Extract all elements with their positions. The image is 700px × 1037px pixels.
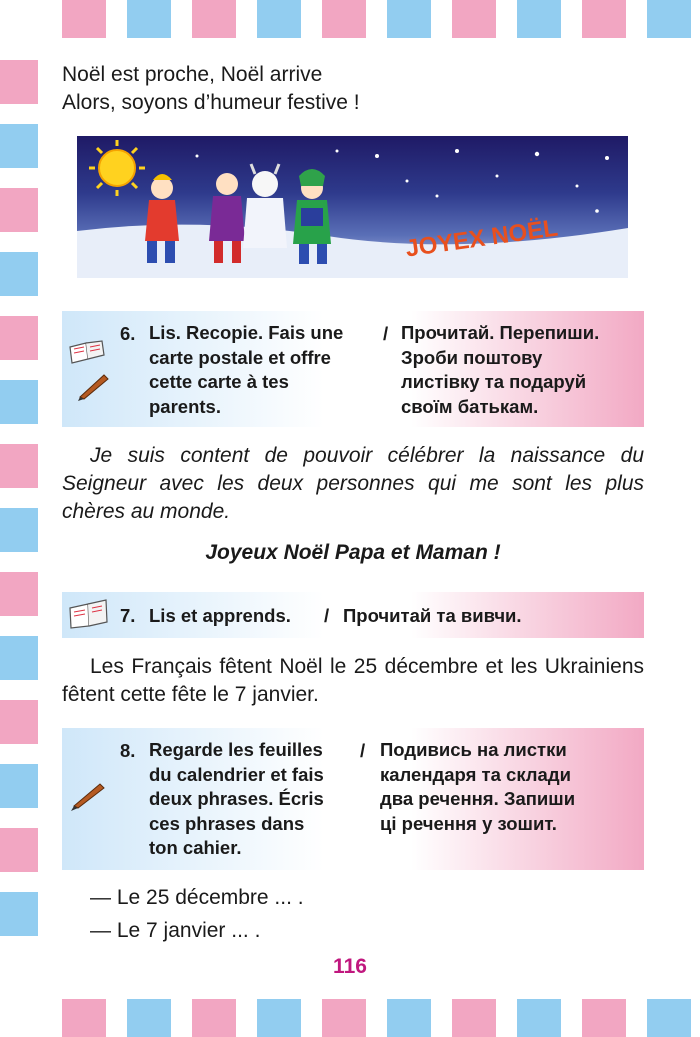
task-6-fr-line: carte postale et offre: [149, 346, 331, 368]
border-square: [0, 60, 38, 104]
border-square: [0, 700, 38, 744]
border-square: [322, 999, 366, 1037]
intro-line-2: Alors, soyons d’humeur festive !: [62, 91, 360, 114]
border-square: [452, 999, 496, 1037]
task-6-fr-line: parents.: [149, 395, 221, 417]
task-8-box: [62, 728, 644, 870]
task-6-uk-line: листівку та подаруй: [401, 371, 587, 392]
task-8-uk-line: два речення. Запиши: [380, 788, 576, 809]
border-square: [0, 444, 38, 488]
task-7-ukrainian: Прочитай та вивчи.: [343, 605, 522, 626]
border-square: [0, 636, 38, 680]
border-square: [0, 764, 38, 808]
border-square: [0, 316, 38, 360]
task-6-uk-line: своїм батькам.: [401, 395, 539, 417]
task-8-fr-line: Regarde les feuilles: [149, 739, 323, 760]
letter-paragraph: Je suis content de pouvoir célébrer la naissance du Seigneur avec les deux personnes qui me sont les plus chères au monde.: [62, 444, 644, 523]
border-square: [0, 828, 38, 872]
top-border: [0, 0, 700, 40]
task-6-slash: /: [383, 323, 389, 344]
border-square: [0, 572, 38, 616]
border-square: [127, 999, 171, 1037]
border-square: [0, 508, 38, 552]
task-8-ukrainian: [380, 738, 575, 836]
border-square: [257, 0, 301, 38]
border-square: [62, 999, 106, 1037]
border-square: [387, 0, 431, 38]
border-square: [192, 999, 236, 1037]
exercise-line-1: — Le 25 décembre ... .: [90, 886, 304, 909]
task-8-uk-line: ці речення у зошит.: [380, 812, 557, 834]
task-6-uk-line: Зроби поштову: [401, 346, 543, 368]
task-8-fr-line: du calendrier et fais: [149, 763, 324, 785]
border-square: [517, 999, 561, 1037]
border-square: [387, 999, 431, 1037]
task-8-slash: /: [360, 740, 366, 761]
pen-icon: [68, 778, 108, 812]
task-6-fr-line: Lis. Recopie. Fais une: [149, 322, 344, 343]
bottom-border: [0, 997, 700, 1037]
exercise-line-2: — Le 7 janvier ... .: [90, 919, 261, 942]
border-square: [127, 0, 171, 38]
sun-icon: [89, 140, 145, 196]
page-number: 116: [333, 955, 367, 978]
task-8-fr-line: deux phrases. Écris: [149, 788, 324, 809]
border-square: [322, 0, 366, 38]
border-square: [647, 999, 691, 1037]
border-square: [647, 0, 691, 38]
border-square: [0, 124, 38, 168]
christmas-banner: [77, 136, 628, 278]
border-square: [582, 999, 626, 1037]
task-6-uk-line: Прочитай. Перепиши.: [401, 322, 600, 343]
book-icon: [68, 598, 110, 632]
task-8-fr-line: ces phrases dans: [149, 812, 305, 834]
task-7-number: 7.: [120, 605, 136, 626]
border-square: [0, 252, 38, 296]
task-8-uk-line: календаря та склади: [380, 763, 571, 785]
banner-illustration: [77, 136, 628, 278]
task-8-uk-line: Подивись на листки: [380, 739, 567, 760]
info-paragraph: Les Français fêtent Noël le 25 décembre et les Ukrainiens fêtent cette fête le 7 janvier.: [62, 655, 644, 706]
intro-line-1: Noël est proche, Noël arrive: [62, 63, 323, 86]
border-square: [0, 188, 38, 232]
border-square: [192, 0, 236, 38]
border-square: [517, 0, 561, 38]
border-square: [582, 0, 626, 38]
border-square: [452, 0, 496, 38]
task-6-french: [149, 321, 343, 419]
pen-icon: [76, 371, 110, 401]
goat-figure: [243, 164, 287, 248]
task-7-slash: /: [324, 605, 330, 626]
border-square: [0, 892, 38, 936]
left-border: [0, 40, 38, 997]
task-8-number: 8.: [120, 740, 136, 761]
task-8-french: [149, 738, 324, 861]
banner-title: JOYEX NOËL: [403, 214, 560, 263]
border-square: [0, 380, 38, 424]
letter-closing: Joyeux Noël Papa et Maman !: [205, 541, 501, 564]
border-square: [257, 999, 301, 1037]
task-6-box: [62, 311, 644, 427]
task-8-fr-line: ton cahier.: [149, 837, 242, 858]
task-6-number: 6.: [120, 323, 136, 344]
task-6-ukrainian: [401, 321, 599, 419]
border-square: [62, 0, 106, 38]
task-6-fr-line: cette carte à tes: [149, 371, 289, 392]
task-7-french: Lis et apprends.: [149, 605, 291, 626]
task-7-box: [62, 592, 644, 638]
